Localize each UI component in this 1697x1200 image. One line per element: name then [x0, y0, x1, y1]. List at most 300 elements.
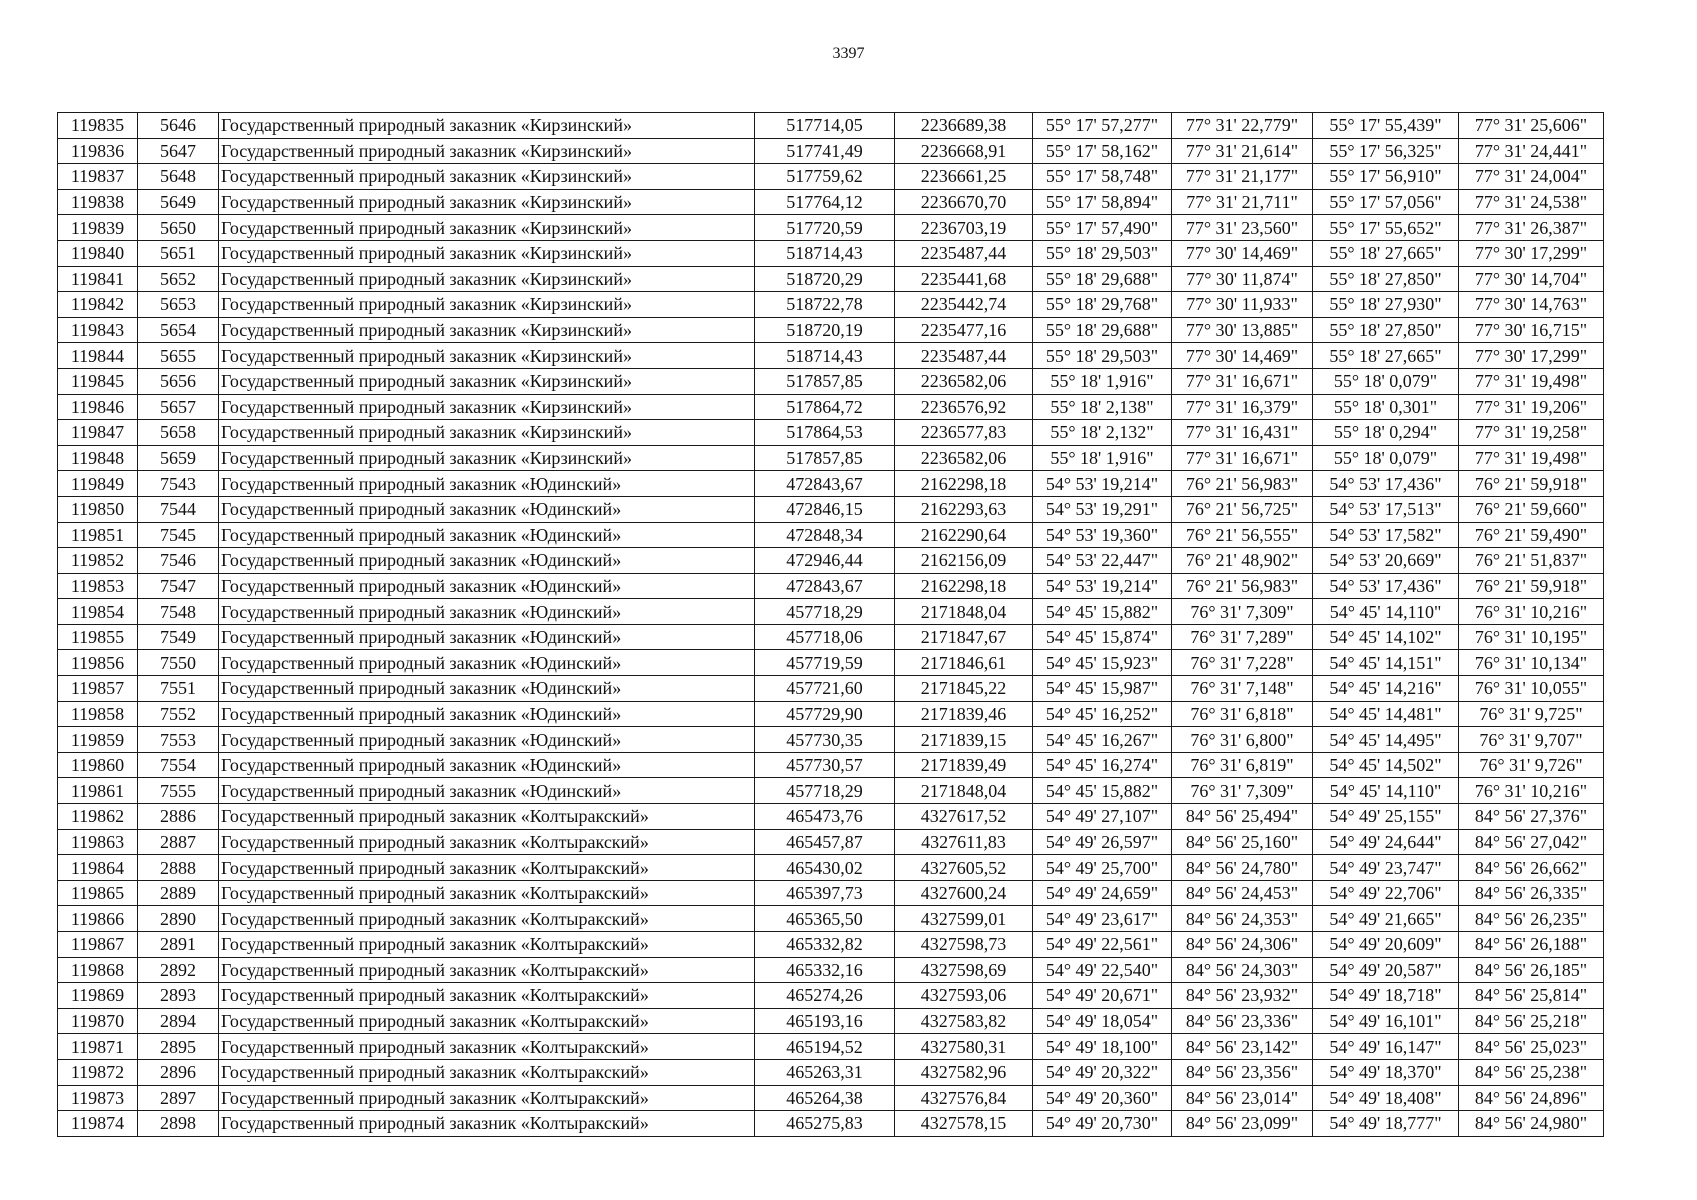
latitude-2-cell: 54° 49' 16,147" — [1313, 1034, 1459, 1060]
table-row — [58, 573, 1604, 599]
x-coordinate-cell: 517714,05 — [755, 113, 895, 139]
latitude-1-cell: 54° 49' 18,100" — [1033, 1034, 1172, 1060]
y-coordinate-cell: 2171839,15 — [895, 727, 1033, 753]
y-coordinate-cell: 2236577,83 — [895, 420, 1033, 446]
latitude-2-cell: 54° 49' 22,706" — [1313, 880, 1459, 906]
row-id-cell: 119873 — [58, 1085, 138, 1111]
table-row — [58, 445, 1604, 471]
latitude-2-cell: 54° 49' 18,777" — [1313, 1111, 1459, 1137]
row-id-cell: 119850 — [58, 496, 138, 522]
row-id-cell: 119844 — [58, 343, 138, 369]
latitude-1-cell: 54° 53' 19,360" — [1033, 522, 1172, 548]
reserve-name-cell: Государственный природный заказник «Кирзинский» — [219, 240, 755, 266]
longitude-1-cell: 77° 30' 14,469" — [1172, 240, 1313, 266]
table-row — [58, 932, 1604, 958]
longitude-2-cell: 84° 56' 25,814" — [1459, 983, 1604, 1009]
x-coordinate-cell: 518714,43 — [755, 240, 895, 266]
longitude-1-cell: 84° 56' 25,160" — [1172, 829, 1313, 855]
reserve-name-cell: Государственный природный заказник «Колтыракский» — [219, 1008, 755, 1034]
latitude-1-cell: 54° 45' 15,882" — [1033, 599, 1172, 625]
longitude-2-cell: 84° 56' 26,662" — [1459, 855, 1604, 881]
x-coordinate-cell: 472946,44 — [755, 548, 895, 574]
longitude-1-cell: 77° 31' 16,379" — [1172, 394, 1313, 420]
longitude-1-cell: 84° 56' 24,453" — [1172, 880, 1313, 906]
latitude-2-cell: 54° 45' 14,110" — [1313, 778, 1459, 804]
longitude-2-cell: 77° 31' 26,387" — [1459, 215, 1604, 241]
row-id-cell: 119839 — [58, 215, 138, 241]
y-coordinate-cell: 2235487,44 — [895, 343, 1033, 369]
latitude-2-cell: 54° 53' 17,582" — [1313, 522, 1459, 548]
x-coordinate-cell: 465194,52 — [755, 1034, 895, 1060]
latitude-1-cell: 54° 45' 16,267" — [1033, 727, 1172, 753]
reserve-name-cell: Государственный природный заказник «Юдинский» — [219, 599, 755, 625]
latitude-2-cell: 54° 45' 14,481" — [1313, 701, 1459, 727]
latitude-2-cell: 54° 45' 14,102" — [1313, 624, 1459, 650]
longitude-1-cell: 84° 56' 23,932" — [1172, 983, 1313, 1009]
x-coordinate-cell: 465473,76 — [755, 804, 895, 830]
longitude-2-cell: 84° 56' 24,896" — [1459, 1085, 1604, 1111]
longitude-1-cell: 76° 21' 56,555" — [1172, 522, 1313, 548]
y-coordinate-cell: 2235441,68 — [895, 266, 1033, 292]
reserve-name-cell: Государственный природный заказник «Колтыракский» — [219, 1085, 755, 1111]
row-id-cell: 119863 — [58, 829, 138, 855]
latitude-2-cell: 54° 49' 18,718" — [1313, 983, 1459, 1009]
point-number-cell: 7555 — [138, 778, 219, 804]
point-number-cell: 2888 — [138, 855, 219, 881]
row-id-cell: 119847 — [58, 420, 138, 446]
table-row — [58, 1059, 1604, 1085]
longitude-2-cell: 77° 31' 24,441" — [1459, 138, 1604, 164]
x-coordinate-cell: 465275,83 — [755, 1111, 895, 1137]
table-row — [58, 266, 1604, 292]
row-id-cell: 119870 — [58, 1008, 138, 1034]
x-coordinate-cell: 465193,16 — [755, 1008, 895, 1034]
longitude-1-cell: 77° 31' 16,431" — [1172, 420, 1313, 446]
x-coordinate-cell: 517720,59 — [755, 215, 895, 241]
x-coordinate-cell: 465274,26 — [755, 983, 895, 1009]
longitude-2-cell: 76° 31' 10,216" — [1459, 599, 1604, 625]
table-row — [58, 855, 1604, 881]
latitude-1-cell: 55° 18' 2,132" — [1033, 420, 1172, 446]
x-coordinate-cell: 457730,57 — [755, 752, 895, 778]
table-row — [58, 599, 1604, 625]
table-body — [58, 113, 1604, 1137]
reserve-name-cell: Государственный природный заказник «Колтыракский» — [219, 1111, 755, 1137]
latitude-2-cell: 54° 49' 20,609" — [1313, 932, 1459, 958]
y-coordinate-cell: 2236661,25 — [895, 164, 1033, 190]
x-coordinate-cell: 472843,67 — [755, 471, 895, 497]
table-row — [58, 113, 1604, 139]
longitude-2-cell: 77° 31' 24,004" — [1459, 164, 1604, 190]
table-row — [58, 522, 1604, 548]
y-coordinate-cell: 2171846,61 — [895, 650, 1033, 676]
y-coordinate-cell: 2235487,44 — [895, 240, 1033, 266]
latitude-1-cell: 54° 53' 19,291" — [1033, 496, 1172, 522]
reserve-name-cell: Государственный природный заказник «Юдинский» — [219, 778, 755, 804]
latitude-2-cell: 55° 18' 27,665" — [1313, 343, 1459, 369]
longitude-2-cell: 76° 21' 59,918" — [1459, 471, 1604, 497]
row-id-cell: 119874 — [58, 1111, 138, 1137]
reserve-name-cell: Государственный природный заказник «Колтыракский» — [219, 957, 755, 983]
row-id-cell: 119848 — [58, 445, 138, 471]
longitude-2-cell: 76° 31' 9,707" — [1459, 727, 1604, 753]
page-number: 3397 — [832, 45, 865, 62]
reserve-name-cell: Государственный природный заказник «Колтыракский» — [219, 1059, 755, 1085]
longitude-1-cell: 84° 56' 23,142" — [1172, 1034, 1313, 1060]
latitude-1-cell: 55° 18' 29,688" — [1033, 266, 1172, 292]
latitude-1-cell: 54° 53' 19,214" — [1033, 471, 1172, 497]
longitude-2-cell: 77° 31' 19,498" — [1459, 445, 1604, 471]
x-coordinate-cell: 465264,38 — [755, 1085, 895, 1111]
row-id-cell: 119835 — [58, 113, 138, 139]
reserve-name-cell: Государственный природный заказник «Юдинский» — [219, 752, 755, 778]
table-row — [58, 752, 1604, 778]
y-coordinate-cell: 4327617,52 — [895, 804, 1033, 830]
longitude-2-cell: 84° 56' 25,238" — [1459, 1059, 1604, 1085]
latitude-1-cell: 55° 18' 29,503" — [1033, 240, 1172, 266]
point-number-cell: 5656 — [138, 368, 219, 394]
latitude-1-cell: 54° 45' 15,987" — [1033, 676, 1172, 702]
reserve-name-cell: Государственный природный заказник «Колтыракский» — [219, 829, 755, 855]
point-number-cell: 5647 — [138, 138, 219, 164]
reserve-name-cell: Государственный природный заказник «Кирзинский» — [219, 394, 755, 420]
longitude-1-cell: 84° 56' 23,099" — [1172, 1111, 1313, 1137]
longitude-2-cell: 77° 30' 17,299" — [1459, 343, 1604, 369]
latitude-1-cell: 54° 49' 20,322" — [1033, 1059, 1172, 1085]
point-number-cell: 7547 — [138, 573, 219, 599]
point-number-cell: 7548 — [138, 599, 219, 625]
longitude-1-cell: 84° 56' 24,353" — [1172, 906, 1313, 932]
y-coordinate-cell: 2162290,64 — [895, 522, 1033, 548]
latitude-2-cell: 55° 18' 27,930" — [1313, 292, 1459, 318]
y-coordinate-cell: 2171847,67 — [895, 624, 1033, 650]
row-id-cell: 119852 — [58, 548, 138, 574]
longitude-2-cell: 84° 56' 26,335" — [1459, 880, 1604, 906]
point-number-cell: 2892 — [138, 957, 219, 983]
reserve-name-cell: Государственный природный заказник «Колтыракский» — [219, 932, 755, 958]
reserve-name-cell: Государственный природный заказник «Кирзинский» — [219, 266, 755, 292]
longitude-2-cell: 76° 31' 9,726" — [1459, 752, 1604, 778]
point-number-cell: 5652 — [138, 266, 219, 292]
longitude-1-cell: 76° 31' 6,800" — [1172, 727, 1313, 753]
y-coordinate-cell: 2236582,06 — [895, 445, 1033, 471]
y-coordinate-cell: 2236689,38 — [895, 113, 1033, 139]
longitude-1-cell: 76° 21' 56,983" — [1172, 573, 1313, 599]
row-id-cell: 119846 — [58, 394, 138, 420]
point-number-cell: 2898 — [138, 1111, 219, 1137]
y-coordinate-cell: 4327599,01 — [895, 906, 1033, 932]
reserve-name-cell: Государственный природный заказник «Юдинский» — [219, 624, 755, 650]
reserve-name-cell: Государственный природный заказник «Юдинский» — [219, 650, 755, 676]
point-number-cell: 7554 — [138, 752, 219, 778]
row-id-cell: 119849 — [58, 471, 138, 497]
y-coordinate-cell: 2171839,46 — [895, 701, 1033, 727]
latitude-1-cell: 54° 49' 27,107" — [1033, 804, 1172, 830]
y-coordinate-cell: 2162293,63 — [895, 496, 1033, 522]
y-coordinate-cell: 2171839,49 — [895, 752, 1033, 778]
table-row — [58, 394, 1604, 420]
reserve-name-cell: Государственный природный заказник «Кирзинский» — [219, 445, 755, 471]
table-row — [58, 676, 1604, 702]
point-number-cell: 7543 — [138, 471, 219, 497]
point-number-cell: 2894 — [138, 1008, 219, 1034]
table-row — [58, 1085, 1604, 1111]
reserve-name-cell: Государственный природный заказник «Кирзинский» — [219, 368, 755, 394]
latitude-2-cell: 54° 49' 18,370" — [1313, 1059, 1459, 1085]
reserve-name-cell: Государственный природный заказник «Кирзинский» — [219, 138, 755, 164]
reserve-name-cell: Государственный природный заказник «Юдинский» — [219, 727, 755, 753]
table-row — [58, 138, 1604, 164]
latitude-2-cell: 55° 18' 0,079" — [1313, 368, 1459, 394]
longitude-2-cell: 77° 30' 16,715" — [1459, 317, 1604, 343]
longitude-1-cell: 77° 31' 22,779" — [1172, 113, 1313, 139]
row-id-cell: 119862 — [58, 804, 138, 830]
table-row — [58, 880, 1604, 906]
longitude-1-cell: 76° 31' 7,309" — [1172, 778, 1313, 804]
latitude-2-cell: 54° 45' 14,216" — [1313, 676, 1459, 702]
point-number-cell: 2890 — [138, 906, 219, 932]
row-id-cell: 119840 — [58, 240, 138, 266]
latitude-2-cell: 54° 53' 17,513" — [1313, 496, 1459, 522]
table-row — [58, 1008, 1604, 1034]
row-id-cell: 119867 — [58, 932, 138, 958]
longitude-1-cell: 84° 56' 23,356" — [1172, 1059, 1313, 1085]
row-id-cell: 119864 — [58, 855, 138, 881]
x-coordinate-cell: 457721,60 — [755, 676, 895, 702]
point-number-cell: 2891 — [138, 932, 219, 958]
y-coordinate-cell: 4327580,31 — [895, 1034, 1033, 1060]
longitude-2-cell: 84° 56' 26,188" — [1459, 932, 1604, 958]
table-row — [58, 804, 1604, 830]
point-number-cell: 7546 — [138, 548, 219, 574]
latitude-1-cell: 54° 49' 22,561" — [1033, 932, 1172, 958]
latitude-1-cell: 55° 18' 1,916" — [1033, 445, 1172, 471]
reserve-name-cell: Государственный природный заказник «Колтыракский» — [219, 804, 755, 830]
longitude-1-cell: 84° 56' 24,306" — [1172, 932, 1313, 958]
longitude-1-cell: 84° 56' 25,494" — [1172, 804, 1313, 830]
table-row — [58, 957, 1604, 983]
reserve-name-cell: Государственный природный заказник «Кирзинский» — [219, 215, 755, 241]
latitude-1-cell: 55° 18' 2,138" — [1033, 394, 1172, 420]
latitude-2-cell: 54° 49' 20,587" — [1313, 957, 1459, 983]
latitude-1-cell: 54° 45' 15,874" — [1033, 624, 1172, 650]
row-id-cell: 119869 — [58, 983, 138, 1009]
table-row — [58, 343, 1604, 369]
x-coordinate-cell: 518720,19 — [755, 317, 895, 343]
latitude-1-cell: 55° 18' 29,503" — [1033, 343, 1172, 369]
longitude-2-cell: 76° 31' 9,725" — [1459, 701, 1604, 727]
latitude-2-cell: 55° 17' 55,439" — [1313, 113, 1459, 139]
latitude-2-cell: 54° 45' 14,502" — [1313, 752, 1459, 778]
point-number-cell: 2893 — [138, 983, 219, 1009]
y-coordinate-cell: 2171848,04 — [895, 599, 1033, 625]
longitude-2-cell: 77° 31' 19,206" — [1459, 394, 1604, 420]
row-id-cell: 119857 — [58, 676, 138, 702]
longitude-2-cell: 76° 31' 10,195" — [1459, 624, 1604, 650]
longitude-1-cell: 76° 31' 6,819" — [1172, 752, 1313, 778]
coordinates-table — [57, 112, 1604, 1137]
latitude-1-cell: 55° 18' 29,688" — [1033, 317, 1172, 343]
longitude-1-cell: 77° 30' 11,933" — [1172, 292, 1313, 318]
latitude-1-cell: 54° 49' 23,617" — [1033, 906, 1172, 932]
table-row — [58, 164, 1604, 190]
row-id-cell: 119853 — [58, 573, 138, 599]
point-number-cell: 2897 — [138, 1085, 219, 1111]
latitude-2-cell: 54° 49' 25,155" — [1313, 804, 1459, 830]
x-coordinate-cell: 465332,82 — [755, 932, 895, 958]
y-coordinate-cell: 4327578,15 — [895, 1111, 1033, 1137]
point-number-cell: 7550 — [138, 650, 219, 676]
table-row — [58, 496, 1604, 522]
row-id-cell: 119866 — [58, 906, 138, 932]
table-row — [58, 727, 1604, 753]
longitude-2-cell: 76° 31' 10,055" — [1459, 676, 1604, 702]
row-id-cell: 119860 — [58, 752, 138, 778]
row-id-cell: 119845 — [58, 368, 138, 394]
y-coordinate-cell: 4327598,73 — [895, 932, 1033, 958]
longitude-2-cell: 77° 31' 19,258" — [1459, 420, 1604, 446]
point-number-cell: 2886 — [138, 804, 219, 830]
latitude-2-cell: 55° 17' 56,325" — [1313, 138, 1459, 164]
longitude-2-cell: 84° 56' 27,376" — [1459, 804, 1604, 830]
point-number-cell: 5657 — [138, 394, 219, 420]
row-id-cell: 119841 — [58, 266, 138, 292]
longitude-2-cell: 77° 31' 19,498" — [1459, 368, 1604, 394]
longitude-2-cell: 77° 31' 25,606" — [1459, 113, 1604, 139]
y-coordinate-cell: 4327611,83 — [895, 829, 1033, 855]
latitude-2-cell: 55° 17' 57,056" — [1313, 189, 1459, 215]
x-coordinate-cell: 457718,06 — [755, 624, 895, 650]
longitude-2-cell: 84° 56' 24,980" — [1459, 1111, 1604, 1137]
table-row — [58, 420, 1604, 446]
longitude-1-cell: 77° 31' 23,560" — [1172, 215, 1313, 241]
table-row — [58, 471, 1604, 497]
latitude-1-cell: 55° 17' 58,894" — [1033, 189, 1172, 215]
reserve-name-cell: Государственный природный заказник «Колтыракский» — [219, 983, 755, 1009]
reserve-name-cell: Государственный природный заказник «Кирзинский» — [219, 317, 755, 343]
longitude-2-cell: 77° 30' 17,299" — [1459, 240, 1604, 266]
row-id-cell: 119855 — [58, 624, 138, 650]
latitude-2-cell: 54° 53' 20,669" — [1313, 548, 1459, 574]
x-coordinate-cell: 465263,31 — [755, 1059, 895, 1085]
reserve-name-cell: Государственный природный заказник «Юдинский» — [219, 496, 755, 522]
longitude-2-cell: 84° 56' 27,042" — [1459, 829, 1604, 855]
latitude-1-cell: 54° 49' 20,730" — [1033, 1111, 1172, 1137]
latitude-2-cell: 55° 18' 27,665" — [1313, 240, 1459, 266]
y-coordinate-cell: 4327593,06 — [895, 983, 1033, 1009]
longitude-1-cell: 84° 56' 23,014" — [1172, 1085, 1313, 1111]
row-id-cell: 119861 — [58, 778, 138, 804]
row-id-cell: 119842 — [58, 292, 138, 318]
point-number-cell: 7545 — [138, 522, 219, 548]
longitude-2-cell: 84° 56' 26,185" — [1459, 957, 1604, 983]
reserve-name-cell: Государственный природный заказник «Колтыракский» — [219, 906, 755, 932]
row-id-cell: 119856 — [58, 650, 138, 676]
longitude-2-cell: 84° 56' 25,218" — [1459, 1008, 1604, 1034]
point-number-cell: 2887 — [138, 829, 219, 855]
latitude-2-cell: 55° 18' 0,079" — [1313, 445, 1459, 471]
x-coordinate-cell: 517741,49 — [755, 138, 895, 164]
latitude-1-cell: 55° 17' 57,277" — [1033, 113, 1172, 139]
table-row — [58, 778, 1604, 804]
latitude-2-cell: 55° 18' 0,294" — [1313, 420, 1459, 446]
longitude-1-cell: 77° 31' 16,671" — [1172, 445, 1313, 471]
longitude-2-cell: 76° 31' 10,216" — [1459, 778, 1604, 804]
longitude-1-cell: 84° 56' 24,303" — [1172, 957, 1313, 983]
x-coordinate-cell: 465430,02 — [755, 855, 895, 881]
longitude-1-cell: 76° 21' 56,725" — [1172, 496, 1313, 522]
table-row — [58, 189, 1604, 215]
row-id-cell: 119868 — [58, 957, 138, 983]
x-coordinate-cell: 517857,85 — [755, 445, 895, 471]
latitude-1-cell: 54° 45' 16,274" — [1033, 752, 1172, 778]
y-coordinate-cell: 2162156,09 — [895, 548, 1033, 574]
latitude-2-cell: 54° 49' 23,747" — [1313, 855, 1459, 881]
reserve-name-cell: Государственный природный заказник «Колтыракский» — [219, 880, 755, 906]
x-coordinate-cell: 465365,50 — [755, 906, 895, 932]
latitude-2-cell: 55° 18' 27,850" — [1313, 266, 1459, 292]
reserve-name-cell: Государственный природный заказник «Колтыракский» — [219, 855, 755, 881]
table-row — [58, 983, 1604, 1009]
latitude-2-cell: 54° 49' 21,665" — [1313, 906, 1459, 932]
latitude-1-cell: 55° 17' 58,162" — [1033, 138, 1172, 164]
longitude-2-cell: 84° 56' 26,235" — [1459, 906, 1604, 932]
x-coordinate-cell: 517759,62 — [755, 164, 895, 190]
longitude-2-cell: 76° 21' 51,837" — [1459, 548, 1604, 574]
longitude-1-cell: 77° 31' 21,711" — [1172, 189, 1313, 215]
longitude-2-cell: 76° 21' 59,490" — [1459, 522, 1604, 548]
latitude-1-cell: 55° 17' 58,748" — [1033, 164, 1172, 190]
y-coordinate-cell: 2235477,16 — [895, 317, 1033, 343]
point-number-cell: 7551 — [138, 676, 219, 702]
table-row — [58, 624, 1604, 650]
reserve-name-cell: Государственный природный заказник «Юдинский» — [219, 548, 755, 574]
point-number-cell: 5654 — [138, 317, 219, 343]
row-id-cell: 119836 — [58, 138, 138, 164]
point-number-cell: 5649 — [138, 189, 219, 215]
latitude-1-cell: 54° 49' 20,360" — [1033, 1085, 1172, 1111]
longitude-1-cell: 84° 56' 24,780" — [1172, 855, 1313, 881]
latitude-2-cell: 54° 53' 17,436" — [1313, 573, 1459, 599]
reserve-name-cell: Государственный природный заказник «Юдинский» — [219, 701, 755, 727]
longitude-1-cell: 84° 56' 23,336" — [1172, 1008, 1313, 1034]
longitude-1-cell: 77° 31' 21,614" — [1172, 138, 1313, 164]
reserve-name-cell: Государственный природный заказник «Кирзинский» — [219, 420, 755, 446]
x-coordinate-cell: 457718,29 — [755, 599, 895, 625]
y-coordinate-cell: 2236582,06 — [895, 368, 1033, 394]
x-coordinate-cell: 457729,90 — [755, 701, 895, 727]
reserve-name-cell: Государственный природный заказник «Юдинский» — [219, 471, 755, 497]
point-number-cell: 5658 — [138, 420, 219, 446]
longitude-1-cell: 76° 31' 7,228" — [1172, 650, 1313, 676]
latitude-1-cell: 54° 49' 22,540" — [1033, 957, 1172, 983]
y-coordinate-cell: 2236668,91 — [895, 138, 1033, 164]
latitude-2-cell: 54° 45' 14,495" — [1313, 727, 1459, 753]
table-row — [58, 368, 1604, 394]
point-number-cell: 2895 — [138, 1034, 219, 1060]
latitude-1-cell: 54° 53' 22,447" — [1033, 548, 1172, 574]
longitude-2-cell: 84° 56' 25,023" — [1459, 1034, 1604, 1060]
y-coordinate-cell: 4327576,84 — [895, 1085, 1033, 1111]
reserve-name-cell: Государственный природный заказник «Кирзинский» — [219, 113, 755, 139]
table-row — [58, 1034, 1604, 1060]
longitude-1-cell: 76° 21' 56,983" — [1172, 471, 1313, 497]
point-number-cell: 5653 — [138, 292, 219, 318]
longitude-1-cell: 77° 30' 14,469" — [1172, 343, 1313, 369]
reserve-name-cell: Государственный природный заказник «Кирзинский» — [219, 343, 755, 369]
latitude-2-cell: 54° 45' 14,110" — [1313, 599, 1459, 625]
y-coordinate-cell: 2236670,70 — [895, 189, 1033, 215]
